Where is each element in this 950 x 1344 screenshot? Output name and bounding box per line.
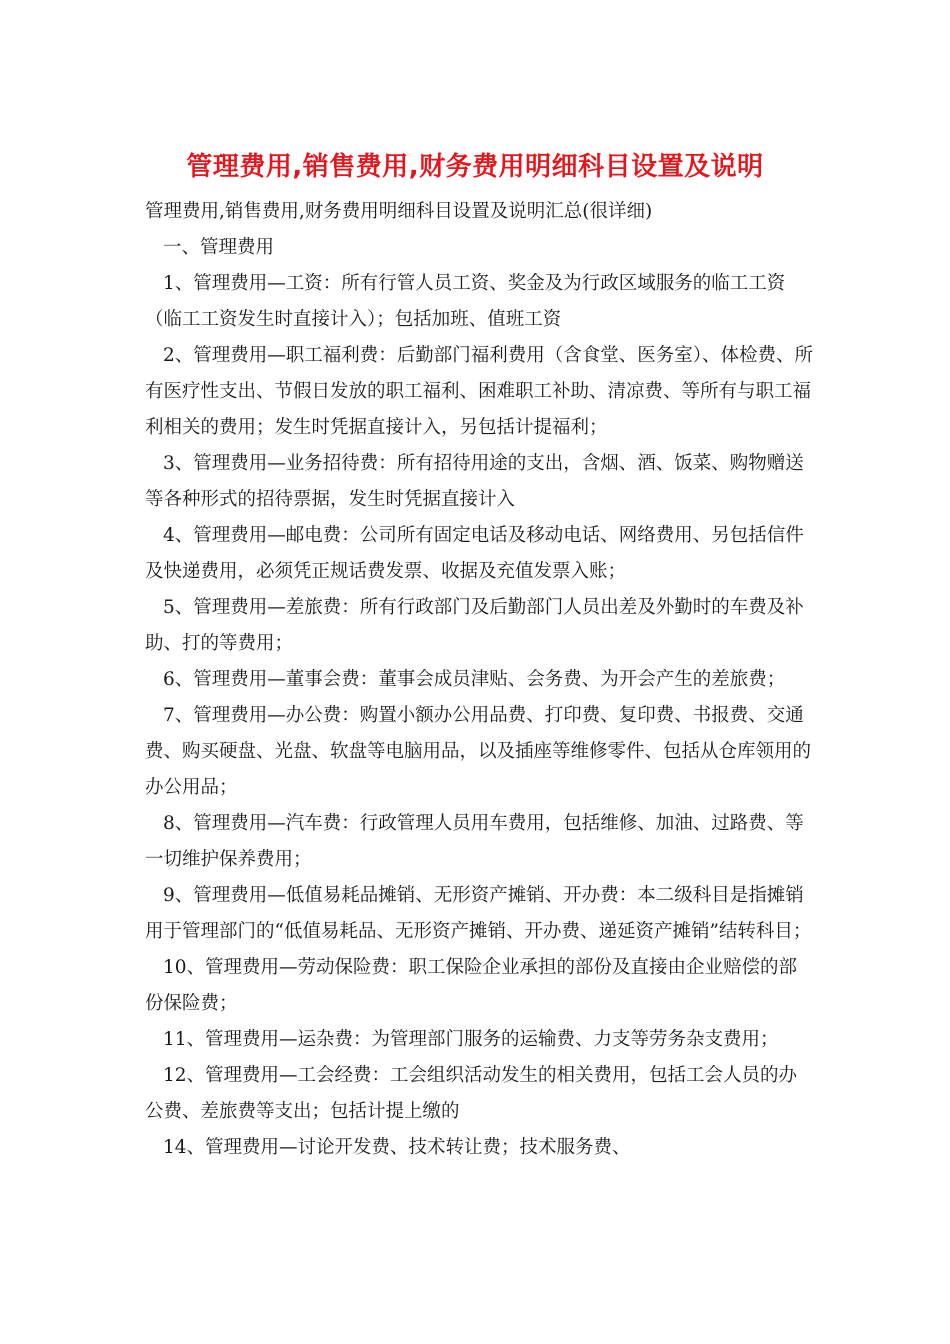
document-paragraph: 14、管理费用—讨论开发费、技术转让费；技术服务费、 (163, 1137, 631, 1158)
document-subtitle: 管理费用,销售费用,财务费用明细科目设置及说明汇总(很详细) (145, 201, 653, 222)
document-paragraph: 11、管理费用—运杂费：为管理部门服务的运输费、力支等劳务杂支费用； (163, 1029, 779, 1050)
document-paragraph: 4、管理费用—邮电费：公司所有固定电话及移动电话、网络费用、另包括信件及快递费用，必须凭正规话费发票、收据及充值发票入账； (145, 525, 804, 582)
document-paragraph: 2、管理费用—职工福利费：后勤部门福利费用（含食堂、医务室）、体检费、所有医疗性支出、节假日发放的职工福利、困难职工补助、清凉费、等所有与职工福利相关的费用；发生时凭据直接计入，另包括计提福利； (145, 345, 814, 438)
document-paragraph: 6、管理费用—董事会费：董事会成员津贴、会务费、为开会产生的差旅费； (163, 669, 786, 690)
document-title: 管理费用,销售费用,财务费用明细科目设置及说明 (186, 152, 764, 182)
document-paragraph: 7、管理费用—办公费：购置小额办公用品费、打印费、复印费、书报费、交通费、购买硬盘、光盘、软盘等电脑用品，以及插座等维修零件、包括从仓库领用的办公用品； (145, 705, 812, 798)
document-paragraph: 1、管理费用—工资：所有行管人员工资、奖金及为行政区域服务的临工工资（临工工资发生时直接计入）；包括加班、值班工资 (145, 273, 786, 330)
document-paragraph: 10、管理费用—劳动保险费：职工保险企业承担的部份及直接由企业赔偿的部份保险费； (145, 957, 798, 1014)
document-paragraph: 3、管理费用—业务招待费：所有招待用途的支出，含烟、酒、饭菜、购物赠送等各种形式的招待票据，发生时凭据直接计入 (145, 453, 804, 510)
document-paragraph: 12、管理费用—工会经费：工会组织活动发生的相关费用，包括工会人员的办公费、差旅费等支出；包括计提上缴的 (145, 1065, 798, 1122)
document-body (145, 194, 815, 1166)
document-paragraph: 8、管理费用—汽车费：行政管理人员用车费用，包括维修、加油、过路费、等一切维护保养费用； (145, 813, 804, 870)
document-paragraph: 一、管理费用 (163, 237, 275, 258)
document-paragraph: 9、管理费用—低值易耗品摊销、无形资产摊销、开办费：本二级科目是指摊销用于管理部门的“低值易耗品、无形资产摊销、开办费、递延资产摊销”结转科目； (145, 885, 812, 942)
document-paragraph: 5、管理费用—差旅费：所有行政部门及后勤部门人员出差及外勤时的车费及补助、打的等费用； (145, 597, 804, 654)
